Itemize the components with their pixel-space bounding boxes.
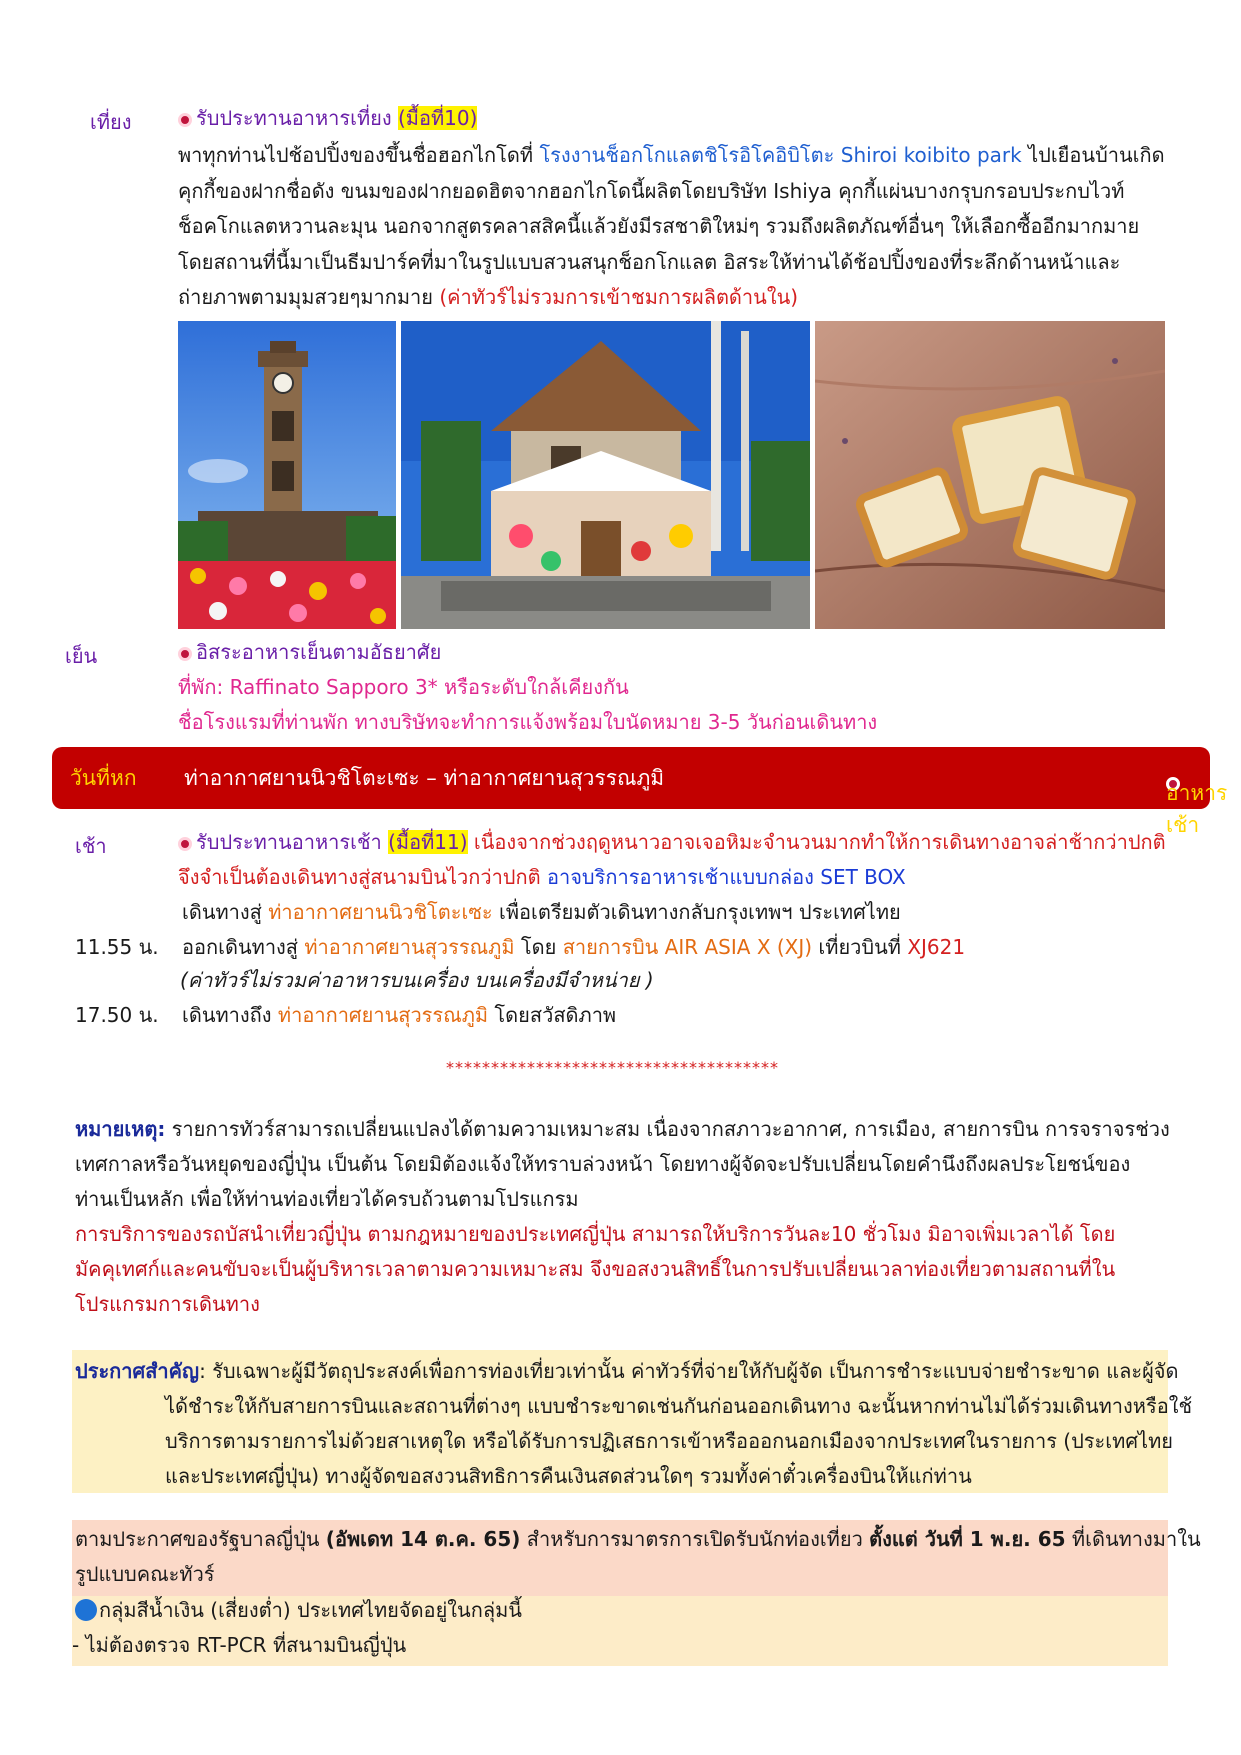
gov-text: สำหรับการมาตรการเปิดรับนักท่องเที่ยว [520, 1527, 870, 1551]
lunch-label: เที่ยง [90, 110, 132, 134]
notice-label: ประกาศสำคัญ [75, 1359, 200, 1383]
departure-line [182, 929, 965, 965]
day-header-band [52, 747, 1228, 837]
hotel-notice: ชื่อโรงแรมที่ท่านพัก ทางบริษัทจะทำการแจ้งพร้อมใบนัดหมาย 3-5 วันก่อนเดินทาง [178, 710, 878, 734]
breakfast-meal-number: (มื้อที่11) [388, 830, 468, 854]
new-chitose-airport: ท่าอากาศยานนิวชิโตะเซะ [268, 900, 493, 924]
gov-group-text: กลุ่มสีน้ำเงิน (เสี่ยงต่ำ) ประเทศไทยจัดอยู่ในกลุ่มนี้ [99, 1598, 522, 1622]
lunch-line-3: ช็อคโกแลตหวานละมุน นอกจากสูตรคลาสสิคนี้แล้วยังมีรสชาติใหม่ๆ รวมถึงผลิตภัณฑ์อื่นๆ ให้เลือกซื้ออีกมากมาย [178, 214, 1140, 238]
set-box-note: อาจบริการอาหารเช้าแบบกล่อง SET BOX [540, 865, 906, 889]
departure-time: 11.55 น. [75, 935, 159, 959]
lunch-title: รับประทานอาหารเที่ยง [196, 106, 392, 130]
day-meals-text: อาหาร เช้า [1166, 781, 1228, 837]
dinner-title: อิสระอาหารเย็นตามอัธยาศัย [196, 640, 442, 664]
gov-line-2: รูปแบบคณะทัวร์ [75, 1562, 215, 1586]
day-route: ท่าอากาศยานนิวชิโตะเซะ – ท่าอากาศยานสุวรรณภูมิ [184, 766, 665, 790]
lunch-line-1 [178, 137, 1178, 173]
snow-warning-2: จึงจำเป็นต้องเดินทางสู่สนามบินไวกว่าปกติ [178, 865, 541, 889]
gov-line-4: - ไม่ต้องตรวจ RT-PCR ที่สนามบินญี่ปุ่น [72, 1633, 407, 1657]
gov-effective-date: ตั้งแต่ วันที่ 1 พ.ย. 65 [869, 1527, 1066, 1551]
snow-warning: เนื่องจากช่วงฤดูหนาวอาจเจอหิมะจำนวนมากทำให้การเดินทางอาจล่าช้ากว่าปกติ [467, 830, 1166, 854]
gov-update-date: (อัพเดท 14 ต.ค. 65) [325, 1527, 521, 1551]
meal-icon [178, 647, 192, 661]
lunch-text: ไปเยือนบ้านเกิด [1021, 143, 1165, 167]
dinner-title-line [178, 634, 441, 670]
flight-text: เที่ยวบินที่ [812, 935, 908, 959]
bus-rule-line-1: การบริการของรถบัสนำเที่ยวญี่ปุ่น ตามกฎหมายของประเทศญี่ปุ่น สามารถให้บริการวันละ10 ชั่วโมง มิอาจเพิ่มเวลาได้ โดย [75, 1222, 1116, 1246]
lunch-line-5 [178, 279, 798, 315]
blue-circle-icon [75, 1599, 97, 1621]
lunch-meal-number: (มื้อที่10) [397, 106, 478, 130]
photo-clock-tower [178, 321, 396, 629]
photo-cookies [815, 321, 1165, 629]
gov-text: ตามประกาศของรัฐบาลญี่ปุ่น [75, 1527, 326, 1551]
day-label: วันที่หก [70, 766, 137, 790]
notice-line-4: และประเทศญี่ปุ่น) ทางผู้จัดขอสงวนสิทธิการคืนเงินสดส่วนใดๆ รวมทั้งค่าตั๋วเครื่องบินให้แก่ท่าน [165, 1464, 972, 1488]
remark-line-3: ท่านเป็นหลัก เพื่อให้ท่านท่องเที่ยวได้ครบถ้วนตามโปรแกรม [75, 1187, 579, 1211]
remark-line-2: เทศกาลหรือวันหยุดของญี่ปุ่น เป็นต้น โดยมิต้องแจ้งให้ทราบล่วงหน้า โดยทางผู้จัดจะปรับเปลี่ยนโดยคำนึงถึงผลประโยชน์ของ [75, 1152, 1131, 1176]
remark-label: หมายเหตุ: [75, 1117, 166, 1141]
flight-text: โดย [514, 935, 563, 959]
arrival-time: 17.50 น. [75, 1003, 159, 1027]
flight-text: โดยสวัสดิภาพ [488, 1003, 617, 1027]
breakfast-line-1 [178, 824, 1166, 860]
lunch-text: ถ่ายภาพตามมุมสวยๆมากมาย [178, 285, 440, 309]
shiroi-koibito-link[interactable]: โรงงานช็อกโกแลตชิโรอิโคอิบิโตะ Shiroi koibito park [539, 143, 1022, 167]
flight-text: ออกเดินทางสู่ [182, 935, 305, 959]
lunch-line-4: โดยสถานที่นี้มาเป็นธีมปาร์คที่มาในรูปแบบสวนสนุกช็อกโกแลต อิสระให้ท่านได้ช้อปปิ้งของที่ระลึกด้านหน้าและ [178, 250, 1121, 274]
remark-text: รายการทัวร์สามารถเปลี่ยนแปลงได้ตามความเหมาะสม เนื่องจากสภาวะอากาศ, การเมือง, สายการบิน การจราจรช่วง [165, 1117, 1170, 1141]
suvarnabhumi-airport: ท่าอากาศยานสุวรรณภูมิ [304, 935, 515, 959]
lunch-title-line [178, 100, 477, 136]
lunch-line-2: คุกกี้ของฝากชื่อดัง ขนมของฝากยอดฮิตจากฮอกไกโดนี้ผลิตโดยบริษัท Ishiya คุกกี้แผ่นบางกรุบกรอบประกบไวท์ [178, 179, 1125, 203]
notice-line-3: บริการตามรายการไม่ด้วยสาเหตุใด หรือได้รับการปฏิเสธการเข้าหรือออกนอกเมืองจากประเทศในรายการ (ประเทศไทย [165, 1429, 1173, 1453]
gov-line-3 [75, 1592, 522, 1628]
breakfast-label: เช้า [75, 834, 107, 858]
lunch-text: พาทุกท่านไปช้อปปิ้งของขึ้นชื่อฮอกไกโดที่ [178, 143, 540, 167]
notice-text: : รับเฉพาะผู้มีวัตถุประสงค์เพื่อการท่องเที่ยวเท่านั้น ค่าทัวร์ที่จ่ายให้กับผู้จัด เป็นการชำระแบบจ่ายชำระขาด และผู้จัด [199, 1359, 1179, 1383]
breakfast-line-2 [178, 859, 906, 895]
travel-text: เพื่อเตรียมตัวเดินทางกลับกรุงเทพฯ ประเทศไทย [492, 900, 901, 924]
bus-rule-line-2: มัคคุเทศก์และคนขับจะเป็นผู้บริหารเวลาตามความเหมาะสม จึงขอสงวนสิทธิ์ในการปรับเปลี่ยนเวลาท่องเที่ยวตามสถานที่ใน [75, 1257, 1116, 1281]
inflight-meal-note: (ค่าทัวร์ไม่รวมค่าอาหารบนเครื่อง บนเครื่องมีจำหน่าย ) [180, 968, 654, 992]
photo-candy-house [401, 321, 810, 629]
arrival-line [182, 997, 616, 1033]
bus-rule-line-3: โปรแกรมการเดินทาง [75, 1292, 260, 1316]
flight-number: XJ621 [907, 935, 966, 959]
hotel-info: ที่พัก: Raffinato Sapporo 3* หรือระดับใกล้เคียงกัน [178, 675, 629, 699]
tour-exclusion-note: (ค่าทัวร์ไม่รวมการเข้าชมการผลิตด้านใน) [439, 285, 799, 309]
flight-text: เดินทางถึง [182, 1003, 278, 1027]
remark-line-1 [75, 1111, 1170, 1147]
separator-stars: ************************************* [446, 1058, 779, 1077]
airline-name: สายการบิน AIR ASIA X (XJ) [562, 935, 813, 959]
notice-line-1 [75, 1353, 1179, 1389]
gov-text: ที่เดินทางมาใน [1065, 1527, 1201, 1551]
dinner-label: เย็น [65, 644, 98, 668]
meal-icon [178, 113, 192, 127]
notice-line-2: ได้ชำระให้กับสายการบินและสถานที่ต่างๆ แบบชำระขาดเช่นกันก่อนออกเดินทาง ฉะนั้นหากท่านไม่ได้ร่วมเดินทางหรือใช้ [165, 1394, 1193, 1418]
gov-line-1 [75, 1521, 1201, 1557]
meal-icon [178, 837, 192, 851]
breakfast-title: รับประทานอาหารเช้า [196, 830, 382, 854]
breakfast-line-3 [182, 894, 901, 930]
suvarnabhumi-airport: ท่าอากาศยานสุวรรณภูมิ [277, 1003, 489, 1027]
travel-text: เดินทางสู่ [182, 900, 269, 924]
